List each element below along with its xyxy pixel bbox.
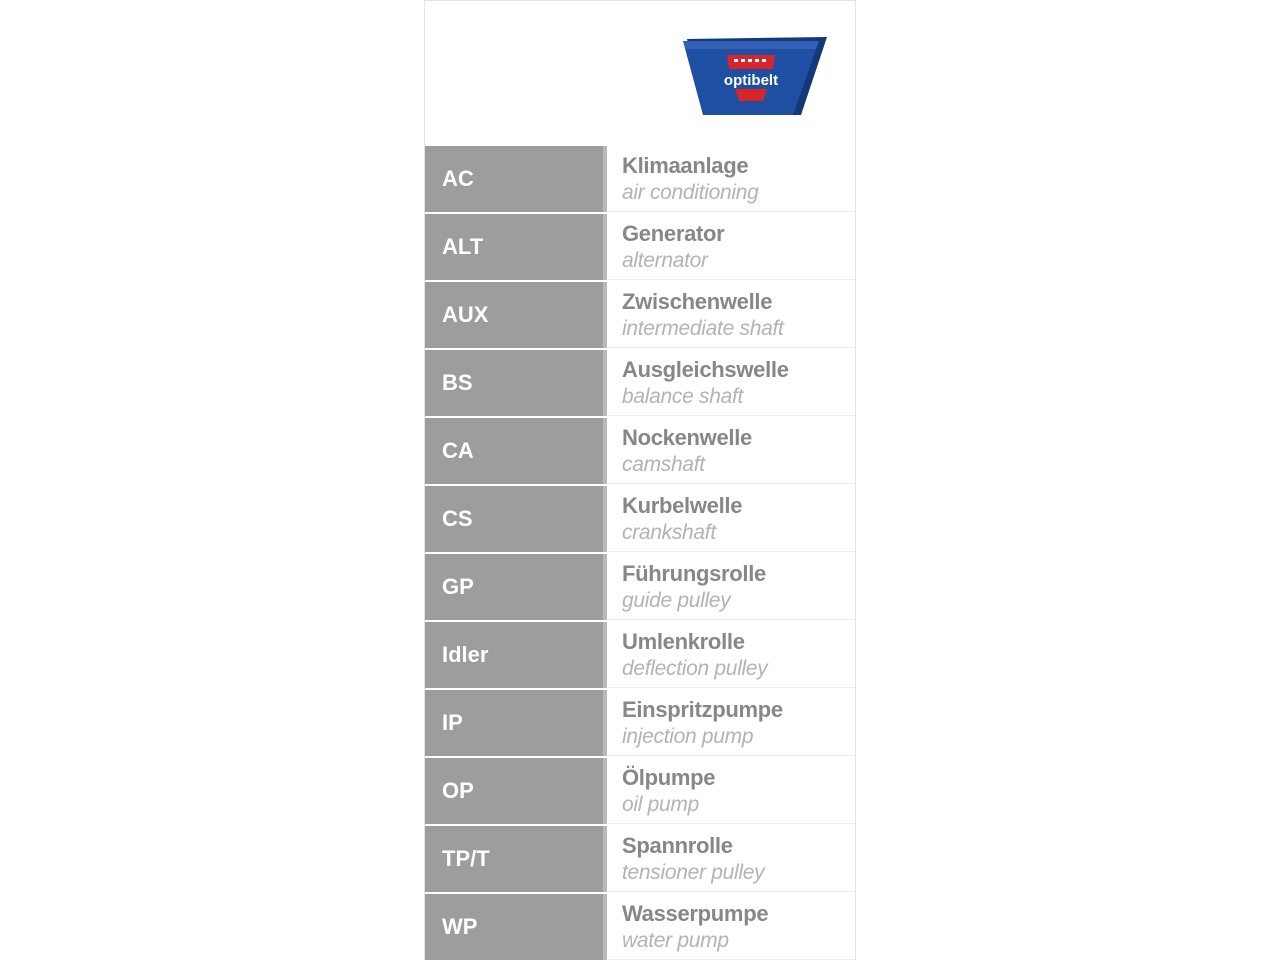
table-row [425, 826, 855, 892]
abbreviation-code: BS [425, 350, 603, 416]
row-description [607, 282, 855, 348]
optibelt-logo [683, 35, 829, 117]
row-description [607, 146, 855, 212]
english-term: oil pump [622, 792, 699, 816]
english-term: crankshaft [622, 520, 716, 544]
abbreviation-code: ALT [425, 214, 603, 280]
english-term: balance shaft [622, 384, 744, 408]
german-term: Führungsrolle [622, 560, 766, 586]
abbreviation-code: GP [425, 554, 603, 620]
table-row [425, 622, 855, 688]
abbreviation-code: TP/T [425, 826, 603, 892]
table-row [425, 554, 855, 620]
abbreviation-code: WP [425, 894, 603, 960]
english-term: deflection pulley [622, 656, 768, 680]
abbreviation-code: Idler [425, 622, 603, 688]
english-term: guide pulley [622, 588, 731, 612]
logo-text: optibelt [723, 72, 779, 89]
table-row [425, 282, 855, 348]
abbreviation-code: IP [425, 690, 603, 756]
abbreviation-code: AC [425, 146, 603, 212]
table-row [425, 214, 855, 280]
german-term: Generator [622, 220, 725, 246]
german-term: Nockenwelle [622, 424, 752, 450]
german-term: Umlenkrolle [622, 628, 745, 654]
abbreviation-code: AUX [425, 282, 603, 348]
abbreviation-code: CA [425, 418, 603, 484]
abbreviation-code: OP [425, 758, 603, 824]
row-description [607, 486, 855, 552]
row-description [607, 758, 855, 824]
row-description [607, 690, 855, 756]
german-term: Kurbelwelle [622, 492, 743, 518]
row-description [607, 418, 855, 484]
row-description [607, 350, 855, 416]
row-description [607, 894, 855, 960]
german-term: Zwischenwelle [622, 288, 773, 314]
german-term: Klimaanlage [622, 152, 749, 178]
table-row [425, 758, 855, 824]
row-description [607, 214, 855, 280]
abbreviation-table [425, 146, 855, 962]
row-description [607, 554, 855, 620]
german-term: Ausgleichswelle [622, 356, 789, 382]
german-term: Wasserpumpe [622, 900, 769, 926]
english-term: alternator [622, 248, 708, 272]
table-row [425, 486, 855, 552]
abbreviation-code: CS [425, 486, 603, 552]
table-row [425, 350, 855, 416]
table-row [425, 690, 855, 756]
row-description [607, 622, 855, 688]
english-term: intermediate shaft [622, 316, 784, 340]
table-row [425, 146, 855, 212]
german-term: Spannrolle [622, 832, 733, 858]
row-description [607, 826, 855, 892]
logo-area [425, 1, 855, 146]
german-term: Ölpumpe [622, 764, 716, 790]
english-term: air conditioning [622, 180, 759, 204]
english-term: tensioner pulley [622, 860, 765, 884]
table-row [425, 894, 855, 960]
legend-panel [424, 0, 856, 960]
english-term: camshaft [622, 452, 705, 476]
english-term: water pump [622, 928, 729, 952]
english-term: injection pump [622, 724, 754, 748]
german-term: Einspritzpumpe [622, 696, 783, 722]
table-row [425, 418, 855, 484]
